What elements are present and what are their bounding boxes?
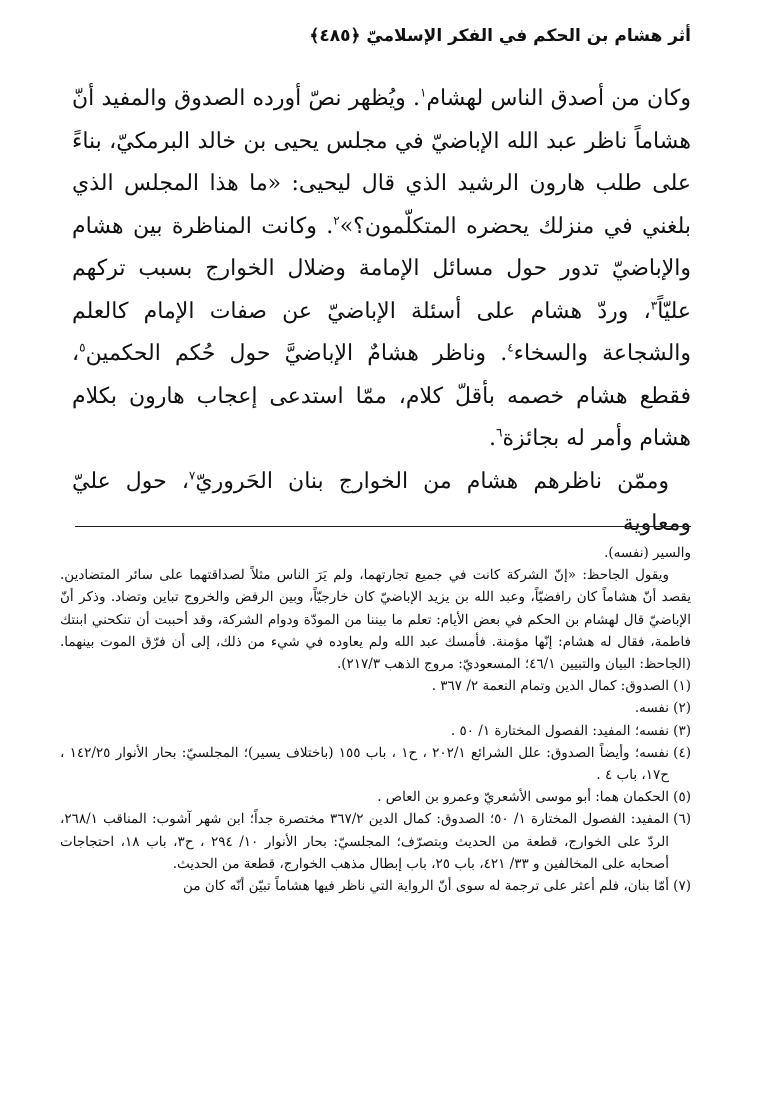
footnote-number: (٧) — [673, 878, 691, 895]
footnote-text: نفسه؛ المفيد: الفصول المختارة ١/ ٥٠ . — [450, 722, 669, 739]
footnote-continuation: والسير (نفسه). — [604, 545, 691, 561]
footnote — [60, 720, 691, 742]
footnote-ref: ١ — [419, 85, 427, 100]
footnote-ref: ٢ — [333, 213, 340, 228]
footnote-ref: ٦ — [496, 425, 503, 440]
footnote-continuation-quote: ويقول الجاحظ: «إنّ الشركة كانت في جميع تجارتهما، ولم يَرَ الناس مثلاً لصداقتهما على سائر المتضادين. يقصد أنّ هشاماً كان رافضيّاً، وعبد الله بن يزيد الإباضيّ كان خارجيّاً، وبين الرفض والخروج تباين وتضاد. وذكر أنّ الإباضيّ قال لهشام بن الحكم في بعض الأيام: تعلم ما بيننا من المودّة ودوام الشركة، وقد أحببت أن تنكحني ابنتك فاطمة، فقال له هشام: إنّها مؤمنة. فأمسك عبد الله ولم يعاوده في شيء من ذلك، إلى أن فرّق الموت بينهما. (الجاحظ: البيان والتبيين ٤٦/١؛ المسعوديّ: مروج الذهب ٢١٧/٣). — [60, 567, 691, 673]
footnote-text: نفسه. — [634, 700, 669, 717]
footnote-text: الصدوق: كمال الدين وتمام النعمة ٢/ ٣٦٧ . — [431, 678, 669, 695]
footnote-number: (٣) — [673, 722, 691, 739]
footnote — [60, 697, 691, 719]
footnotes — [60, 542, 691, 897]
footnote-list — [60, 675, 691, 897]
main-paragraph: وكان من أصدق الناس لهشام$^١$. ويُظهر نصّ أورده الصدوق والمفيد أنّ هشاماً ناظر عبد الله الإباضيّ في مجلس يحيى بن خالد البرمكيّ، بناءً على طلب هارون الرشيد الذي قال ليحيى: «ما هذا المجلس الذي بلغني في منزلك يحضره المتكلّمون؟»$^٢$. وكانت المناظرة بين هشام والإباضيّ تدور حول مسائل الإمامة وضلال الخوارج بسبب تركهم عليّاً$^٣$، وردّ هشام على أسئلة الإباضيّ عن صفات الإمام كالعلم والشجاعة والسخاء$^٤$. وناظر هشامٌ الإباضيَّ حول حُكم الحكمين$^٥$، فقطع هشام خصمه بأقلّ كلام، ممّا استدعى إعجاب هارون بكلام هشام وأمر له بجائزة$^٦$. — [72, 85, 692, 451]
footnote-ref: ٧ — [188, 468, 196, 483]
footnote — [60, 808, 691, 875]
footnote-number: (٥) — [673, 789, 691, 806]
main-text — [72, 78, 691, 546]
footnote-number: (٦) — [673, 811, 691, 828]
footnote-divider — [75, 526, 691, 527]
footnote-number: (٢) — [673, 700, 691, 717]
running-title: أثر هشام بن الحكم في الفكر الإسلاميّ ﴿٤٨٥﴾ — [309, 26, 691, 46]
footnote-text: الحكمان هما: أبو موسى الأشعريّ وعمرو بن العاص . — [377, 789, 669, 806]
footnote — [60, 742, 691, 786]
footnote-number: (٤) — [673, 744, 691, 761]
footnote-number: (١) — [673, 678, 691, 695]
footnote-ref: ٣ — [650, 298, 658, 313]
footnote-text: المفيد: الفصول المختارة ١/ ٥٠؛ الصدوق: كمال الدين ٣٦٧/٢ مختصرة جداً؛ ابن شهر آشوب: المناقب ٢٦٨/١، الردّ على الخوارج، قطعة من الحديث وبتصرّف؛ المجلسيّ: بحار الأنوار ١٠/ ٢٩٤ ، ح٣، باب ١٨، احتجاجات أصحابه على المخالفين و ٣٣/ ٤٢١، باب ٢٥، باب إبطال مذهب الخوارج، قطعة من الحديث. — [60, 811, 669, 872]
footnote-text: نفسه؛ وأيضاً الصدوق: علل الشرائع ٢٠٢/١ ، ح١ ، باب ١٥٥ (باختلاف يسير)؛ المجلسيّ: بحار الأنوار ١٤٢/٢٥ ، ح١٧، باب ٤ . — [60, 744, 669, 784]
footnote-text: أمّا بنان، فلم أعثر على ترجمة له سوى أنّ الرواية التي ناظر فيها هشاماً تبيّن أنّه كان من — [183, 878, 669, 895]
footnote — [60, 875, 691, 897]
footnote-ref: ٥ — [79, 340, 86, 355]
main-paragraph: وممّن ناظرهم هشام من الخوارج بنان الحَروريّ$^٧$، حول عليّ ومعاوية — [72, 468, 691, 536]
footnote — [60, 786, 691, 808]
footnote — [60, 675, 691, 697]
footnote-ref: ٤ — [507, 340, 514, 355]
running-header — [40, 24, 691, 48]
